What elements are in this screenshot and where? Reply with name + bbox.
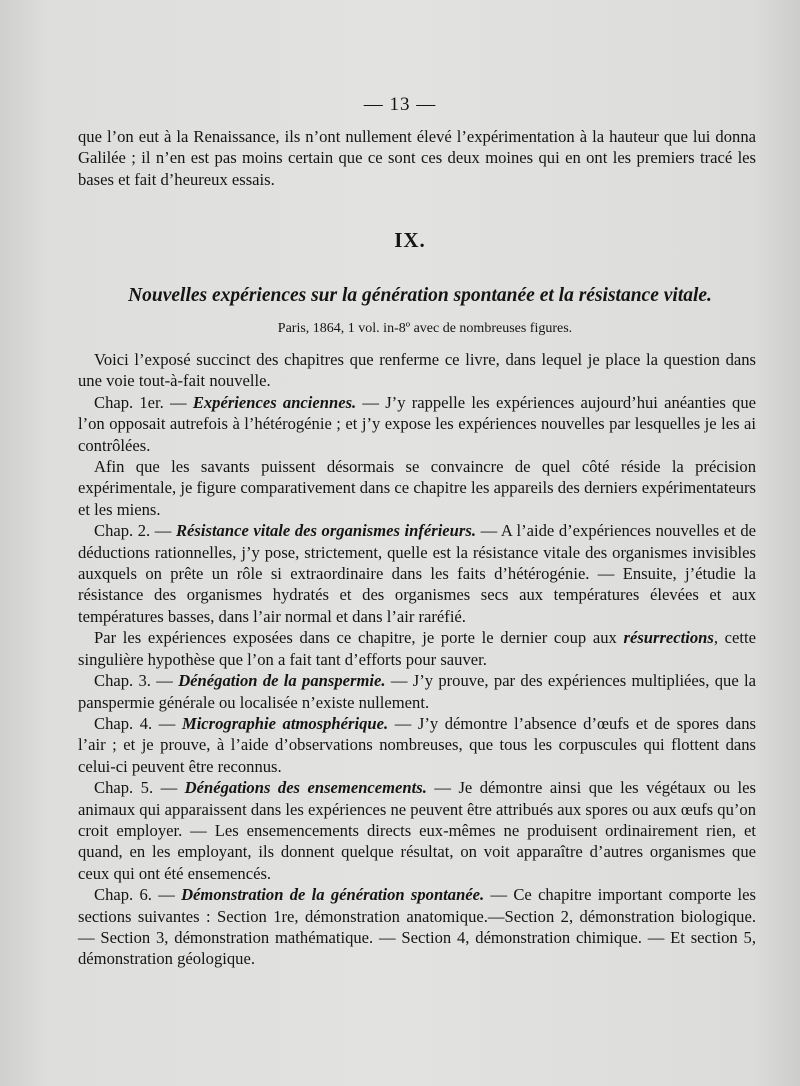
chapter-lead: Chap. 4. — — [94, 713, 182, 733]
chapter-text: — J’y démontre l’absence d’œufs et de spores dans l’air ; et je prouve, à l’aide d’observations nombreuses, que tous les corpuscules qui flottent dans celui-ci peuvent être reconnus. — [78, 713, 756, 776]
chapter-text: — Ce chapitre important comporte les sections suivantes : Section 1re, démonstration anatomique.—Section 2, démonstration biologique. — Section 3, démonstration mathématique. — Section 4, démonstration chimique. — Et section 5, démonstration géologique. — [78, 885, 756, 969]
publication-info: Paris, 1864, 1 vol. in-8º avec de nombreuses figures. — [277, 321, 573, 336]
paragraph-resurrections — [78, 627, 756, 670]
paragraph-text: Par les expériences exposées dans ce chapitre, je porte le dernier coup aux — [94, 628, 624, 648]
chapter-title: Expériences anciennes. — [192, 392, 357, 412]
intro-text: que l’on eut à la Renaissance, ils n’ont nullement élevé l’expérimentation à la hauteur que lui donna Galilée ; il n’en est pas moins certain que ce sont ces deux moines qui en ont les premiers tracé les bases et fait d’heureux essais. — [78, 127, 756, 189]
intro-paragraph — [78, 126, 756, 190]
italic-term: résurrections — [623, 628, 714, 648]
body-text — [78, 349, 756, 970]
paragraph-chapter-6 — [78, 884, 756, 970]
chapter-title: Micrographie atmosphérique. — [181, 713, 389, 733]
chapter-text: — J’y rappelle les expériences aujourd’hui anéanties que l’on opposait autrefois à l’hétérogénie ; et j’y expose les expériences nouvelles par lesquelles je les ai contrôlées. — [78, 392, 757, 455]
chapter-lead: Chap. 5. — — [94, 778, 185, 798]
chapter-text: — A l’aide d’expériences nouvelles et de déductions rationnelles, j’y pose, strictement, quelle est la résistance vitale des organismes invisibles auxquels on prête un rôle si extraordinaire dans les faits d’hétérogénie. — Ensuite, j’étudie la résistance des organismes hydratés et des organismes secs aux températures élevées et aux températures basses, dans l’air normal et dans l’air raréfié. — [78, 521, 756, 626]
section-title: Nouvelles expériences sur la génération spontanée et la résistance vitale. — [128, 285, 712, 306]
paragraph-chapter-5 — [78, 777, 756, 884]
chapter-lead: Chap. 6. — — [94, 885, 182, 905]
paragraph-chapter-1 — [78, 392, 756, 456]
section-numeral: IX. — [394, 228, 426, 252]
chapter-lead: Chap. 3. — — [94, 671, 179, 691]
chapter-lead: Chap. 1er. — — [94, 392, 193, 412]
paragraph-text-end: , cette singulière hypothèse que l’on a fait tant d’efforts pour sauver. — [78, 628, 756, 669]
paragraph-precision: Afin que les savants puissent désormais se convaincre de quel côté réside la précision expérimentale, je figure comparativement dans ce chapitre les appareils des derniers expérimentateurs et les miens. — [78, 457, 756, 519]
chapter-title: Dénégations des ensemencements. — [184, 778, 427, 798]
chapter-text: — J’y prouve, par des expériences multipliées, que la panspermie générale ou localisée n’existe nullement. — [78, 671, 756, 712]
chapter-text: — Je démontre ainsi que les végétaux ou les animaux qui apparaissent dans les expériences ne peuvent être attribués aux spores ou aux œufs qu’on croit employer. — Les ensemencements directs eux-mêmes ne produisent ordinairement rien, et quand, en les employant, ils donnent quelque résultat, on voit apparaître d’autres organismes que ceux qui ont été ensemencés. — [78, 778, 756, 883]
chapter-title: Démonstration de la génération spontanée. — [181, 885, 485, 905]
page-number: — 13 — — [363, 94, 437, 115]
chapter-title: Résistance vitale des organismes inférieurs. — [175, 521, 476, 541]
paragraph-chapter-2 — [78, 520, 756, 627]
chapter-title: Dénégation de la panspermie. — [178, 671, 386, 691]
paragraph-chapter-3 — [78, 670, 756, 713]
paragraph-overview: Voici l’exposé succinct des chapitres que renferme ce livre, dans lequel je place la question dans une voie tout-à-fait nouvelle. — [78, 350, 756, 391]
chapter-lead: Chap. 2. — — [94, 521, 176, 541]
paragraph-chapter-4 — [78, 713, 756, 777]
